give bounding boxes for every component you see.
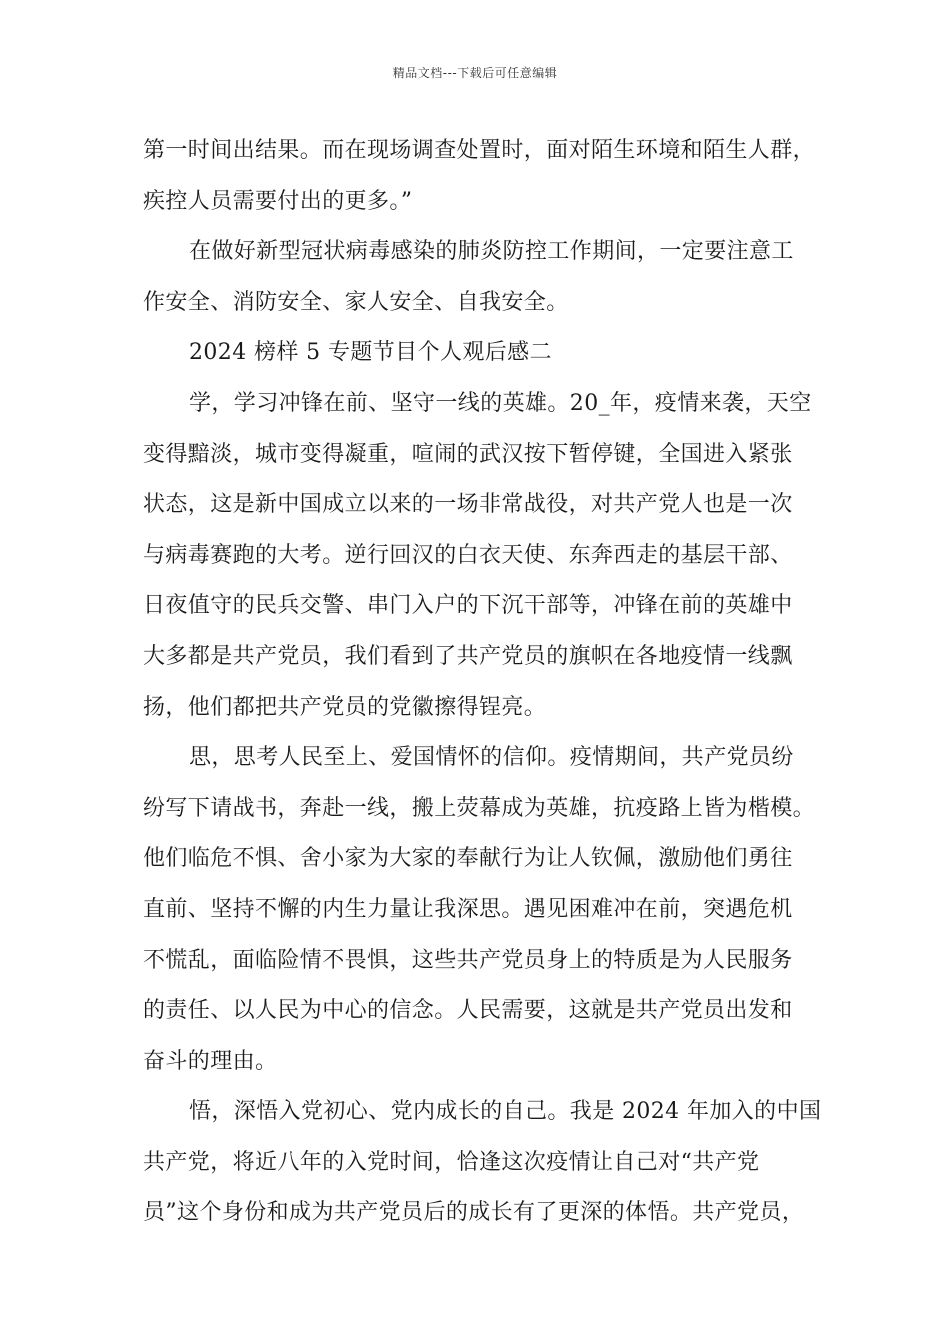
text-line: 作安全、消防安全、家人安全、自我安全。 (143, 289, 569, 315)
text-line: 第一时间出结果。而在现场调查处置时，面对陌生环境和陌生人群， (143, 138, 816, 163)
text-line: 状态，这是新中国成立以来的一场非常战役，对共产党人也是一次 (143, 492, 793, 518)
text-line: 他们临危不惧、舍小家为大家的奉献行为让人钦佩，激励他们勇往 (143, 846, 793, 872)
page-header: 精品文档---下载后可任意编辑 (392, 66, 558, 80)
text-line: 变得黯淡，城市变得凝重，喧闹的武汉按下暂停键，全国进入紧张 (143, 441, 793, 467)
text-line: 大多都是共产党员，我们看到了共产党员的旗帜在各地疫情一线飘 (143, 643, 793, 669)
text-line: 直前、坚持不懈的内生力量让我深思。遇见困难冲在前，突遇危机 (143, 896, 793, 922)
text-line: 的责任、以人民为中心的信念。人民需要，这就是共产党员出发和 (143, 998, 793, 1024)
text-line: 不慌乱，面临险情不畏惧，这些共产党员身上的特质是为人民服务 (143, 947, 793, 973)
text-line: 日夜值守的民兵交警、串门入户的下沉干部等，冲锋在前的英雄中 (143, 593, 793, 619)
text-line: 悟，深悟入党初心、党内成长的自己。我是 2024 年加入的中国 (189, 1099, 822, 1125)
text-line: 2024 榜样 5 专题节目个人观后感二 (189, 340, 552, 366)
text-line: 扬，他们都把共产党员的党徽擦得锃亮。 (143, 694, 547, 720)
text-line: 奋斗的理由。 (143, 1048, 278, 1074)
text-line: 纷写下请战书，奔赴一线，搬上荧幕成为英雄，抗疫路上皆为楷模。 (143, 795, 816, 821)
document-body (143, 126, 843, 1239)
text-line: 思，思考人民至上、爱国情怀的信仰。疫情期间，共产党员纷 (189, 745, 794, 771)
text-line: 疾控人员需要付出的更多。” (143, 188, 413, 214)
text-line: 与病毒赛跑的大考。逆行回汉的白衣天使、东奔西走的基层干部、 (143, 542, 793, 568)
text-line: 员”这个身份和成为共产党员后的成长有了更深的体悟。共产党员， (143, 1200, 805, 1226)
text-line: 学，学习冲锋在前、坚守一线的英雄。20_年，疫情来袭，天空 (189, 390, 812, 416)
text-line: 在做好新型冠状病毒感染的肺炎防控工作期间，一定要注意工 (189, 239, 794, 265)
text-line: 共产党，将近八年的入党时间，恰逢这次疫情让自己对“共产党 (143, 1149, 760, 1175)
